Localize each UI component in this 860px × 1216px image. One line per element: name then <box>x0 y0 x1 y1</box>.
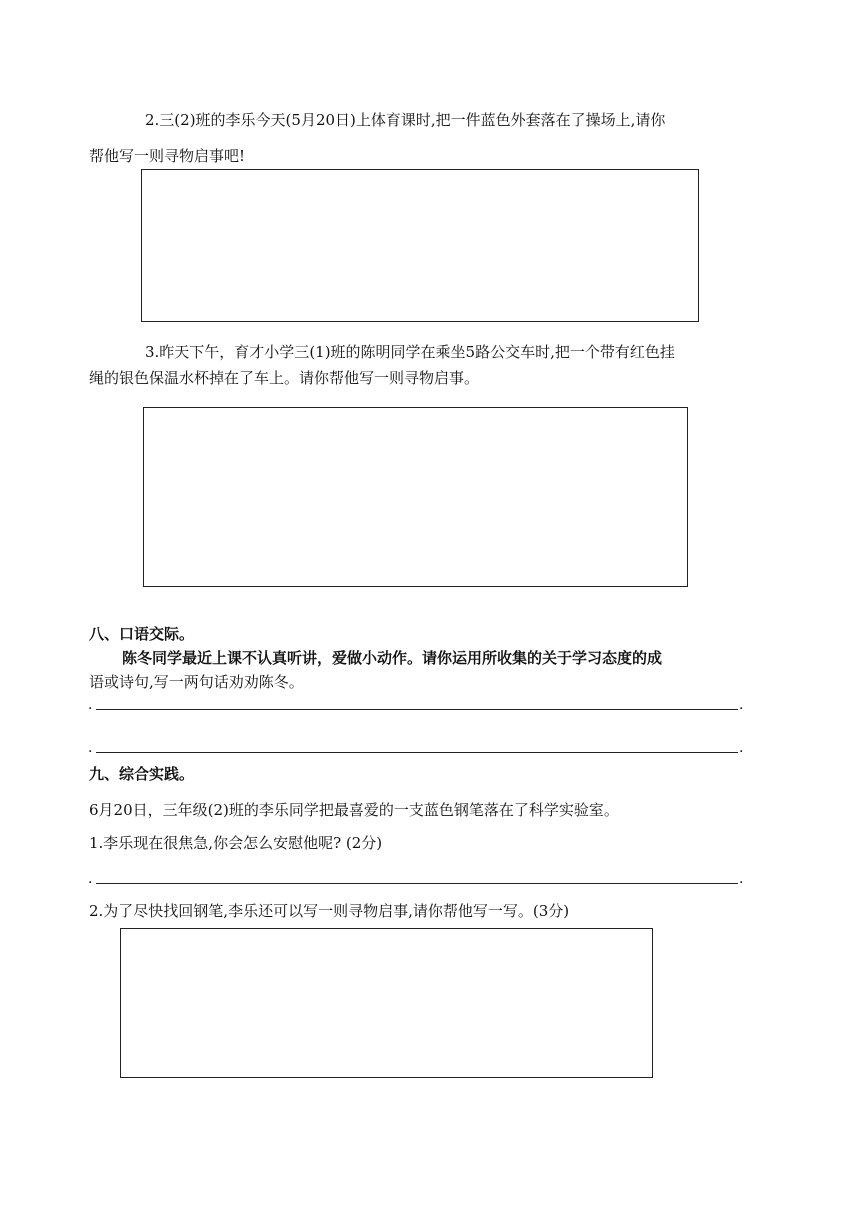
q7-3-answer-box[interactable] <box>143 407 688 587</box>
q7-3-text-line1: 3.昨天下午，育才小学三(1)班的陈明同学在乘坐5路公交车时,把一个带有红色挂 <box>145 343 675 361</box>
answer-line-1-end-dot: . <box>739 697 744 713</box>
section-8-heading: 八、口语交际。 <box>89 625 195 643</box>
section-9-answer-box[interactable] <box>120 928 653 1078</box>
section-8-prompt-line1: 陈冬同学最近上课不认真听讲，爱做小动作。请你运用所收集的关于学习态度的成 <box>122 649 663 667</box>
q7-2-text-line2: 帮他写一则寻物启事吧! <box>89 147 246 165</box>
section-9-question-2: 2.为了尽快找回钢笔,李乐还可以写一则寻物启事,请你帮他写一写。(3分) <box>89 902 570 920</box>
q7-3-text-line2: 绳的银色保温水杯掉在了车上。请你帮他写一则寻物启事。 <box>89 369 480 387</box>
section-9-heading: 九、综合实践。 <box>89 765 195 783</box>
answer-line-3-end-dot: . <box>739 871 744 887</box>
q7-2-answer-box[interactable] <box>141 169 699 322</box>
section-9-question-1: 1.李乐现在很焦急,你会怎么安慰他呢? (2分) <box>89 834 383 852</box>
section-9-answer-line[interactable] <box>96 883 738 884</box>
section-8-answer-line-1[interactable] <box>96 709 738 710</box>
section-9-intro: 6月20日，三年级(2)班的李乐同学把最喜爱的一支蓝色钢笔落在了科学实验室。 <box>89 801 619 819</box>
q7-2-text-line1: 2.三(2)班的李乐今天(5月20日)上体育课时,把一件蓝色外套落在了操场上,请你 <box>145 111 666 129</box>
answer-line-2-start-dot: . <box>88 740 93 756</box>
section-8-prompt-line2: 语或诗句,写一两句话劝劝陈冬。 <box>89 673 304 691</box>
answer-line-1-start-dot: . <box>88 697 93 713</box>
section-8-answer-line-2[interactable] <box>96 752 738 753</box>
answer-line-3-start-dot: . <box>88 871 93 887</box>
answer-line-2-end-dot: . <box>739 740 744 756</box>
